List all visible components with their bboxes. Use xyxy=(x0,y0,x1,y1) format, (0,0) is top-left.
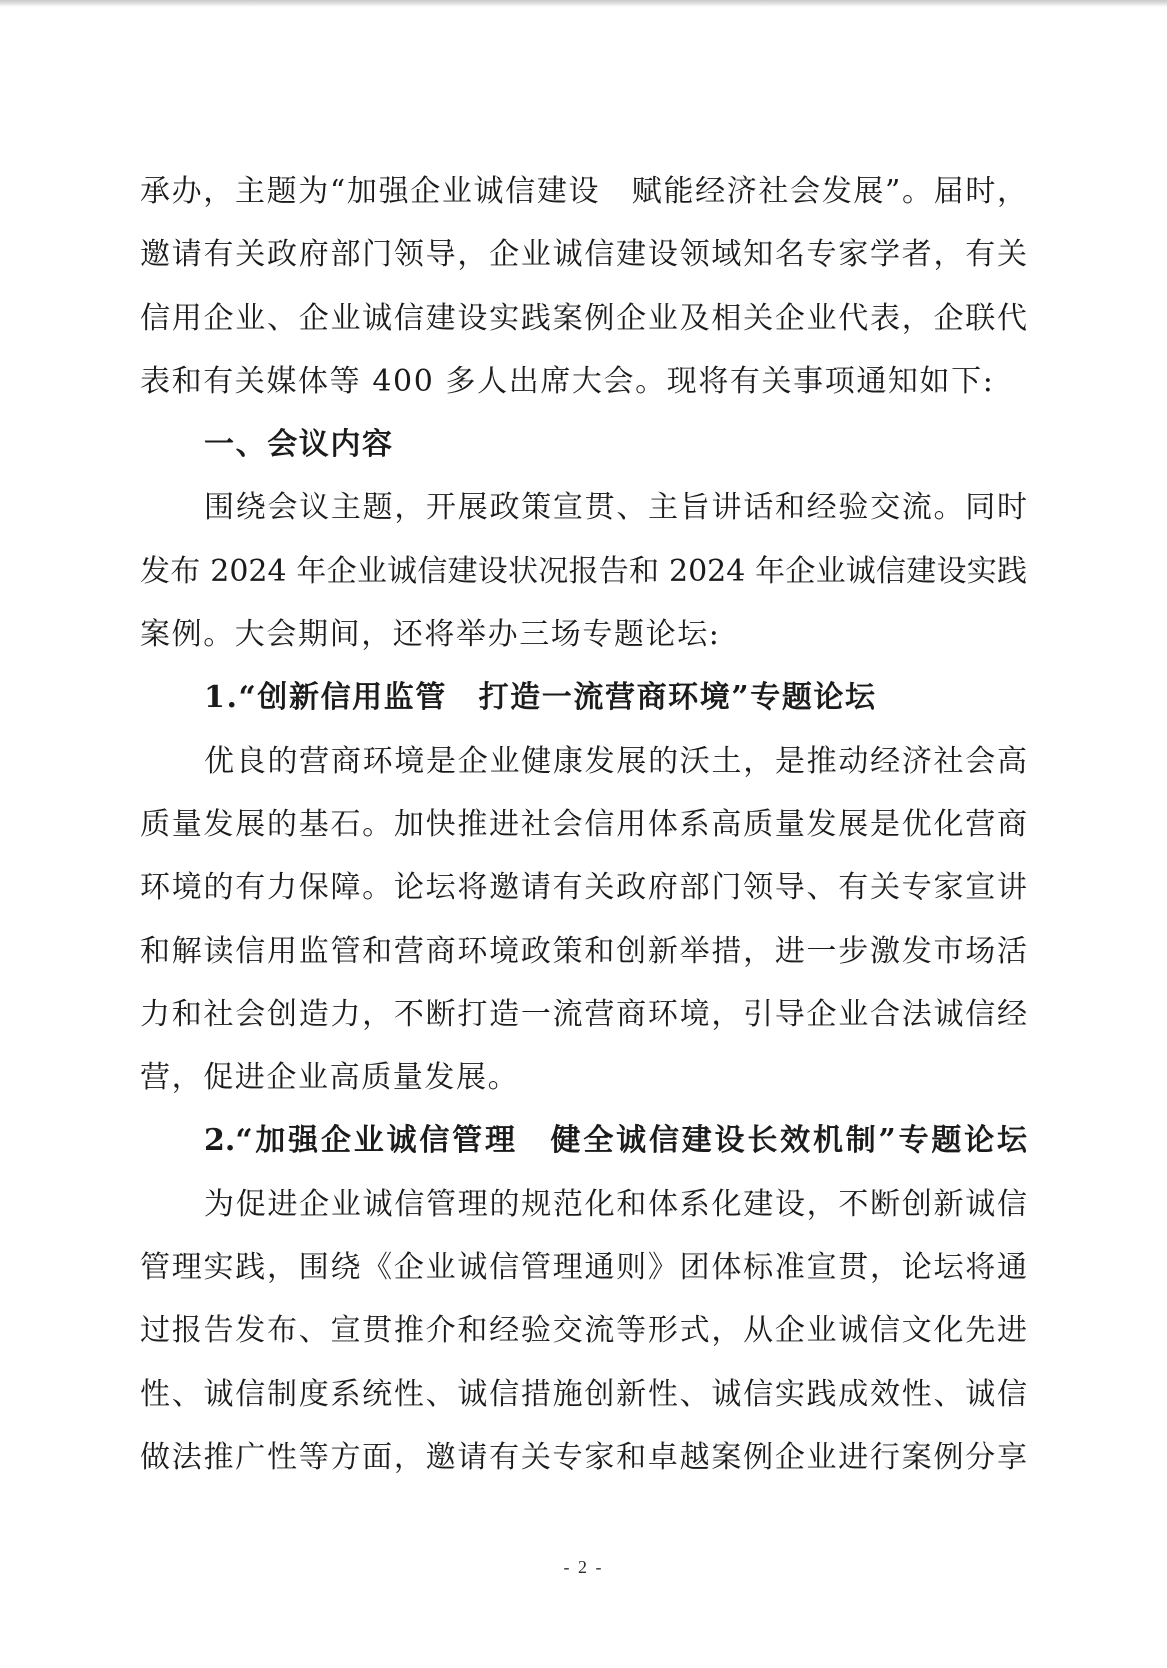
paragraph-line: 管理实践，围绕《企业诚信管理通则》团体标准宣贯，论坛将通 xyxy=(140,1250,1027,1286)
paragraph-line: 优良的营商环境是企业健康发展的沃土，是推动经济社会高 xyxy=(204,743,1027,779)
paragraph-line: 和解读信用监管和营商环境政策和创新举措，进一步激发市场活 xyxy=(140,933,1027,969)
paragraph-line: 承办，主题为“加强企业诚信建设 赋能经济社会发展”。届时， xyxy=(140,174,1027,209)
section-paragraph xyxy=(140,476,1027,666)
paragraph-line: 邀请有关政府部门领导，企业诚信建设领域知名专家学者，有关 xyxy=(140,237,1027,273)
paragraph-line: 环境的有力保障。论坛将邀请有关政府部门领导、有关专家宣讲 xyxy=(140,870,1027,906)
paragraph-line: 过报告发布、宣贯推介和经验交流等形式，从企业诚信文化先进 xyxy=(140,1313,1027,1349)
paragraph-line: 做法推广性等方面，邀请有关专家和卓越案例企业进行案例分享 xyxy=(140,1439,1027,1475)
paragraph-line: 营，促进企业高质量发展。 xyxy=(140,1060,520,1096)
intro-paragraph xyxy=(140,160,1027,413)
paragraph-line: 表和有关媒体等 400 多人出席大会。现将有关事项通知如下: xyxy=(140,363,995,399)
forum-heading: 2.“加强企业诚信管理 健全诚信建设长效机制”专题论坛 xyxy=(204,1123,1027,1159)
page-number: - 2 - xyxy=(563,1557,604,1577)
paragraph-line: 性、诚信制度系统性、诚信措施创新性、诚信实践成效性、诚信 xyxy=(140,1376,1027,1412)
document-body xyxy=(140,160,1027,1489)
paragraph-line: 力和社会创造力，不断打造一流营商环境，引导企业合法诚信经 xyxy=(140,996,1027,1032)
paragraph-line: 围绕会议主题，开展政策宣贯、主旨讲话和经验交流。同时 xyxy=(204,490,1027,526)
paragraph-line: 信用企业、企业诚信建设实践案例企业及相关企业代表，企联代 xyxy=(140,300,1027,336)
section-heading: 一、会议内容 xyxy=(204,427,394,463)
forum-heading: 1.“创新信用监管 打造一流营商环境”专题论坛 xyxy=(204,680,877,716)
forum-paragraph xyxy=(140,730,1027,1110)
paragraph-line: 案例。大会期间，还将举办三场专题论坛: xyxy=(140,617,721,653)
paragraph-line: 质量发展的基石。加快推进社会信用体系高质量发展是优化营商 xyxy=(140,806,1027,842)
paragraph-line: 为促进企业诚信管理的规范化和体系化建设，不断创新诚信 xyxy=(204,1186,1027,1222)
scan-edge xyxy=(0,0,1167,7)
forum-paragraph xyxy=(140,1173,1027,1489)
paragraph-line: 发布 2024 年企业诚信建设状况报告和 2024 年企业诚信建设实践 xyxy=(140,553,1027,589)
